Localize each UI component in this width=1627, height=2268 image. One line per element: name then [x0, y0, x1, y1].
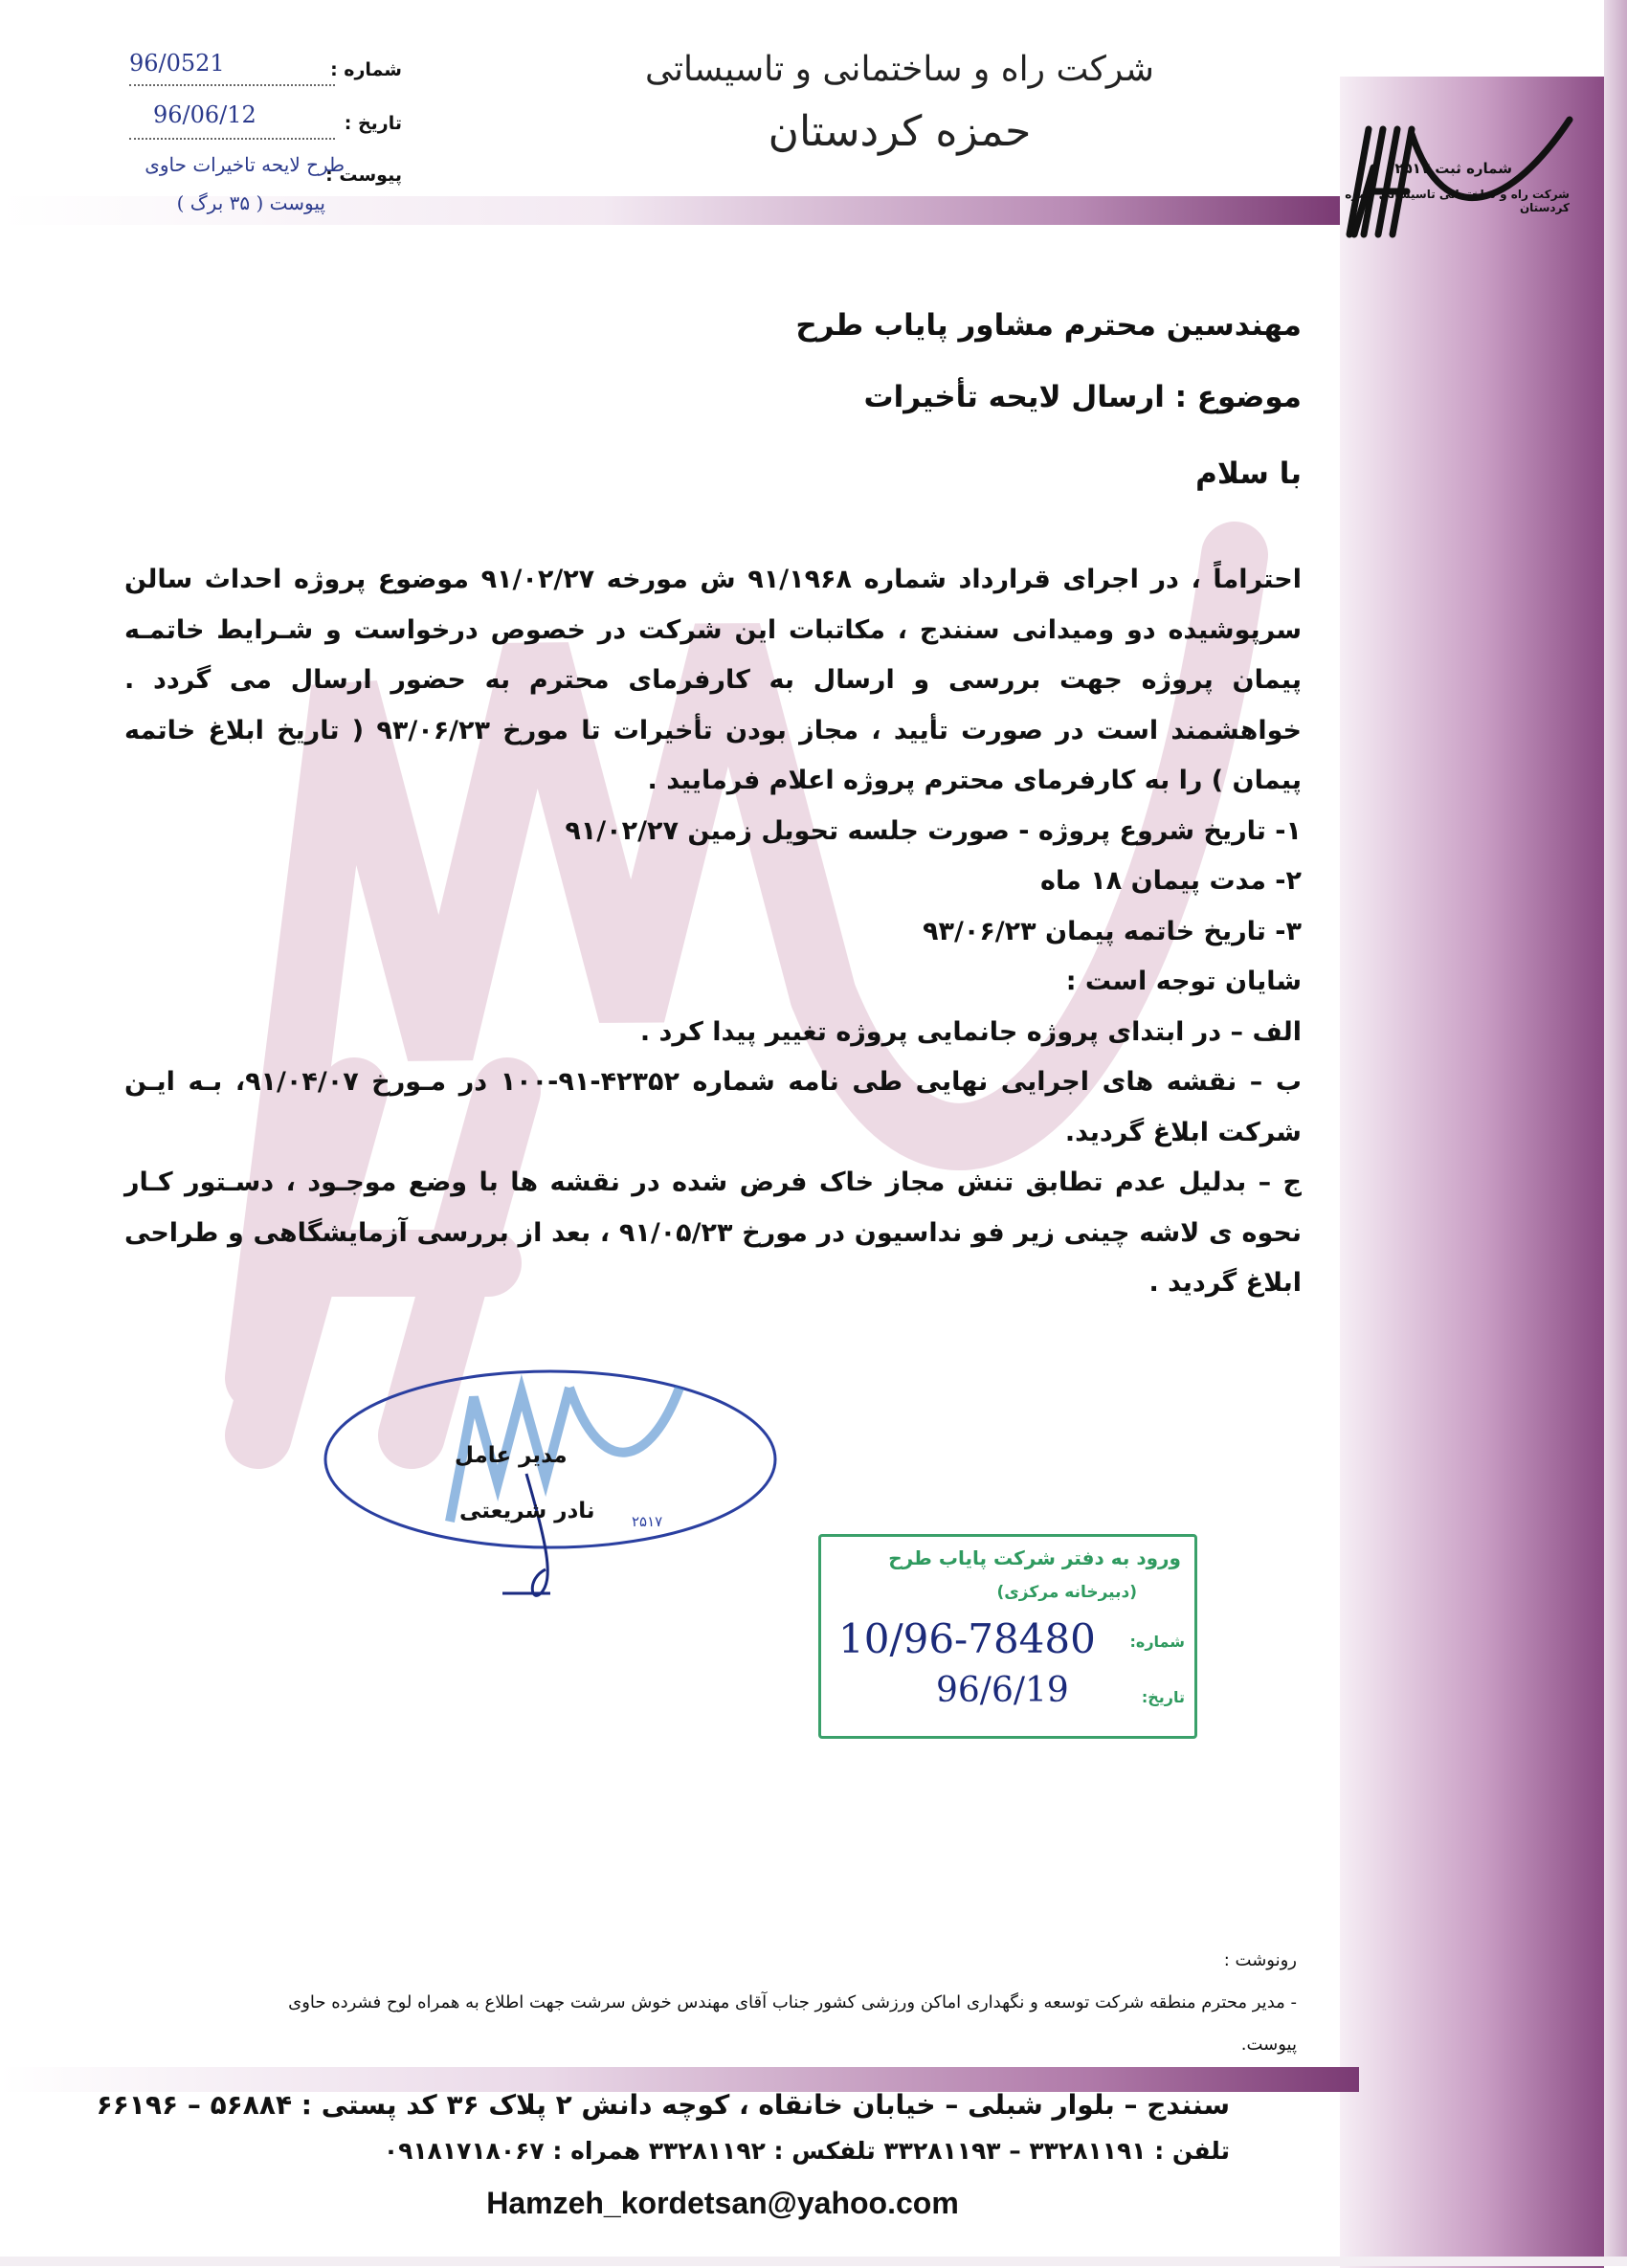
body-note-c: ج – بدلیل عدم تطابق تنش مجاز خاک فرض شده در نقشه ها با وضع موجـود ، دسـتور کـار نحوه ی لاشه چینی زیر فو نداسیون در مورخ ۹۱/۰۵/۲۳ ، بعد از بررسی آزمایشگاهی و طراحی ابلاغ گردید . — [124, 1167, 1303, 1298]
attachment-label: پیوست : — [325, 165, 402, 186]
addressee: مهندسین محترم مشاور پایاب طرح — [795, 308, 1302, 343]
number-label: شماره : — [330, 59, 402, 80]
logo-registration-text: شماره ثبت ۲۵۱۷ — [1394, 160, 1512, 177]
number-value: 96/0521 — [129, 50, 225, 77]
signature-title: مدیر عامل — [455, 1443, 568, 1468]
seal-text: ۲۵۱۷ — [632, 1513, 663, 1530]
body-note-b: ب – نقشه های اجرایی نهایی طی نامه شماره ۴۲۳۵۲-۹۱-۱۰۰ در مـورخ ۹۱/۰۴/۰۷، بـه ایـن شرکت ابلاغ گردید. — [124, 1067, 1302, 1147]
page-edge — [1604, 0, 1627, 2266]
cc-line: - مدیر محترم منطقه شرکت توسعه و نگهداری اماکن ورزشی کشور جناب آقای مهندس خوش سرشت جهت اطلاع به همراه لوح فشرده حاوی — [288, 1992, 1297, 2012]
number-line — [129, 84, 335, 86]
body-paragraph-intro: احتراماً ، در اجرای قرارداد شماره ۹۱/۱۹۶۸ ش مورخه ۹۱/۰۲/۲۷ موضوع پروژه احداث سالن سرپوشیده دو ومیدانی سنندج ، مکاتبات این شرکت در خصوص درخواست و شـرایط خاتمـه پیمان پروژه جهت بررسی و ارسال به کارفرمای محترم به حضور ارسال می گردد . خواهشمند است در صورت تأیید ، مجاز بودن تأخیرات تا مورخ ۹۳/۰۶/۲۳ ( تاریخ ابلاغ خاتمه پیمان ) را به کارفرمای محترم پروژه اعلام فرمایید . — [124, 565, 1302, 795]
stamp-subtitle: (دبیرخانه مرکزی) — [996, 1583, 1137, 1602]
body-item-1: ۱- تاریخ شروع پروژه - صورت جلسه تحویل زمین ۹۱/۰۲/۲۷ — [565, 815, 1302, 846]
letter-body — [124, 555, 1302, 1309]
stamp-number-value: 10/96-78480 — [838, 1615, 1096, 1662]
footer-email: Hamzeh_kordetsan@yahoo.com — [486, 2186, 959, 2220]
signature-seal — [306, 1359, 804, 1608]
greeting: با سلام — [1195, 456, 1302, 491]
body-item-3: ۳- تاریخ خاتمه پیمان ۹۳/۰۶/۲۳ — [923, 916, 1302, 946]
stamp-title: ورود به دفتر شرکت پایاب طرح — [888, 1546, 1181, 1569]
body-note-heading: شایان توجه است : — [1065, 967, 1302, 996]
date-line — [129, 138, 335, 140]
body-item-2: ۲- مدت پیمان ۱۸ ماه — [1040, 866, 1302, 896]
date-label: تاریخ : — [344, 113, 402, 134]
company-subname: حمزه کردستان — [768, 107, 1032, 156]
signature-name: نادر شریعتی — [459, 1499, 595, 1523]
stamp-number-label: شماره: — [1129, 1633, 1185, 1651]
receipt-stamp — [818, 1534, 1197, 1739]
company-name: شرکت راه و ساختمانی و تاسیساتی — [645, 50, 1154, 89]
attachment-value-2: پیوست ( ۳۵ برگ ) — [176, 191, 325, 214]
page-bottom-edge — [0, 2257, 1627, 2266]
date-value: 96/06/12 — [153, 101, 256, 128]
stamp-date-label: تاریخ: — [1141, 1688, 1185, 1706]
attachment-value-1: طرح لایحه تاخیرات حاوی — [145, 153, 345, 176]
cc-label: رونوشت : — [1223, 1950, 1297, 1970]
stamp-date-value: 96/6/19 — [936, 1671, 1069, 1710]
logo-company-text: شرکت راه و ساختمانی تاسیساتی حمزه کردستان — [1345, 188, 1570, 214]
footer-address: سنندج – بلوار شبلی – خیابان خانقاه ، کوچه دانش ۲ پلاک ۳۶ کد پستی : ۵۶۸۸۴ – ۶۶۱۹۶ — [96, 2089, 1230, 2121]
subject-line: موضوع : ارسال لایحه تأخیرات — [863, 380, 1302, 414]
body-note-a: الف – در ابتدای پروژه جانمایی پروژه تغییر پیدا کرد . — [639, 1016, 1302, 1047]
footer-phones: تلفن : ۳۳۲۸۱۱۹۱ – ۳۳۲۸۱۱۹۳ تلفکس : ۳۳۲۸۱۱۹۲ همراه : ۰۹۱۸۱۷۱۸۰۶۷ — [383, 2137, 1230, 2165]
cc-attachment: پیوست. — [1240, 2035, 1297, 2055]
letterhead-side-band — [1340, 77, 1604, 2268]
